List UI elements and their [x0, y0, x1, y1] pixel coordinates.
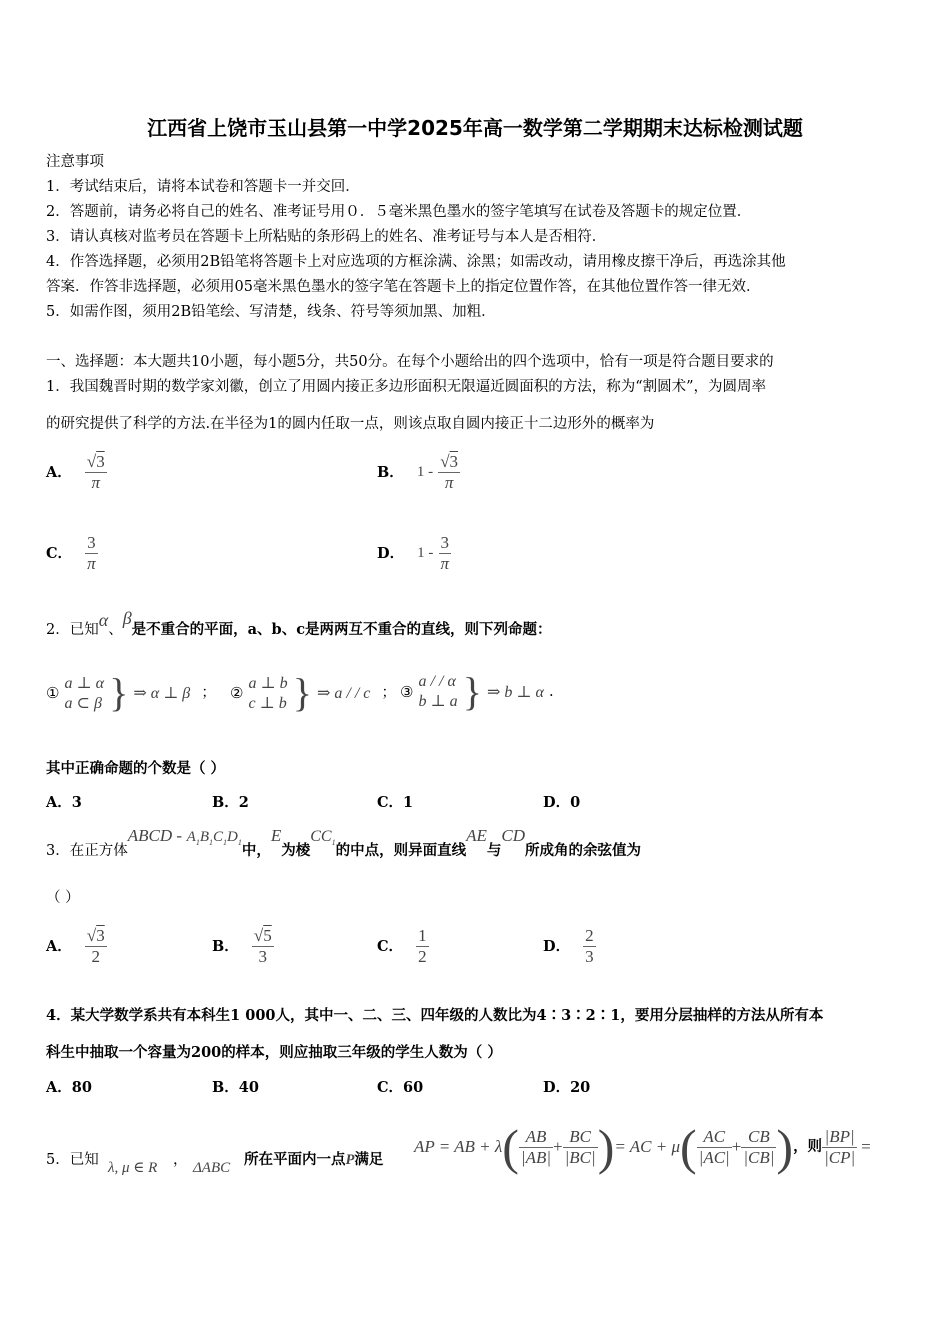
- q2-option-c[interactable]: C．1: [377, 794, 414, 811]
- notes-item: 1．考试结束后，请将本试卷和答题卡一并交回．: [46, 179, 360, 195]
- notes-item: 3．请认真核对监考员在答题卡上所粘贴的条形码上的姓名、准考证号与本人是否相符．: [46, 229, 607, 245]
- page-title: 江西省上饶市玉山县第一中学2025年高一数学第二学期期末达标检测试题: [147, 116, 803, 140]
- q2-proposition-3: ③ a / / α b ⊥ a } ⇒ b ⊥ α .: [400, 669, 554, 714]
- q2-option-a[interactable]: A．3: [46, 794, 82, 811]
- q1-text-line1: 1．我国魏晋时期的数学家刘徽，创立了用圆内接正多边形面积无限逼近圆面积的方法，称为“割圆术”，为圆周率: [46, 379, 767, 395]
- q3-option-b[interactable]: B． $\frac{√5}{3}$: [212, 926, 272, 966]
- option-label: C．: [46, 545, 73, 562]
- q2-option-d[interactable]: D．0: [543, 794, 581, 811]
- option-label: B．: [212, 938, 239, 955]
- option-label: A．: [46, 464, 72, 481]
- option-label: D．: [543, 938, 571, 955]
- q4-text-line2: 科生中抽取一个容量为200的样本，则应抽取三年级的学生人数为（ ）: [46, 1044, 502, 1061]
- q5-number: 5．已知: [46, 1152, 99, 1168]
- q4-option-b[interactable]: B．40: [212, 1079, 259, 1096]
- q2-text: 2．已知α、β是不重合的平面，a、b、c是两两互不重合的直线，则下列命题：: [46, 608, 552, 638]
- q1-option-d[interactable]: D． 1 - $\frac{3}{\pi}$: [377, 533, 450, 573]
- q4-text-line1: 4．某大学数学系共有本科生1 000人，其中一、二、三、四年级的人数比为4∶3∶2∶1，要用分层抽样的方法从所有本: [46, 1007, 824, 1024]
- q1-option-a[interactable]: A． $\frac{√3}{\pi}$: [46, 452, 105, 492]
- q2-question: 其中正确命题的个数是（ ）: [46, 760, 226, 777]
- notes-heading: 注意事项: [46, 154, 104, 170]
- q2-proposition-2: ② a ⊥ b c ⊥ b } ⇒ a / / c ；: [230, 670, 396, 715]
- q3-option-a[interactable]: A． $\frac{√3}{2}$: [46, 926, 105, 966]
- q1-option-c[interactable]: C． $\frac{3}{\pi}$: [46, 533, 96, 573]
- q4-option-d[interactable]: D．20: [543, 1079, 591, 1096]
- option-label: A．: [46, 938, 72, 955]
- q3-option-d[interactable]: D． $\frac{2}{3}$: [543, 926, 594, 966]
- notes-item: 答案．作答非选择题，必须用05毫米黑色墨水的签字笔在答题卡上的指定位置作答，在其他位置作答一律无效．: [46, 279, 761, 295]
- q2-proposition-1: ① a ⊥ α a ⊂ β } ⇒ α ⊥ β ；: [46, 670, 216, 715]
- notes-item: 2．答题前，请务必将自己的姓名、准考证号用０．５毫米黑色墨水的签字笔填写在试卷及答题卡的规定位置．: [46, 204, 752, 220]
- q5-formula: AP = AB + λ ( $\frac{AB}{|AB|}$ + $\frac{BC}{|BC|}$ ) = AC + μ ( $\frac{AC}{|AC|}$ + $\frac{CB}{|CB|}$ ) ，则 $\frac{|BP|}{|CP|}$ =: [414, 1119, 871, 1175]
- q4-option-a[interactable]: A．80: [46, 1079, 92, 1096]
- option-label: B．: [377, 464, 404, 481]
- section-heading: 一、选择题：本大题共10小题，每小题5分，共50分。在每个小题给出的四个选项中，恰有一项是符合题目要求的: [46, 354, 774, 370]
- q1-text-line2: 的研究提供了科学的方法.在半径为1的圆内任取一点，则该点取自圆内接正十二边形外的概率为: [46, 416, 655, 432]
- q3-answer-paren: （ ）: [46, 890, 80, 906]
- option-label: C．: [377, 938, 404, 955]
- q5-lambda-mu: λ, μ ∈ R: [108, 1160, 158, 1176]
- q5-comma: ，: [173, 1152, 188, 1168]
- notes-item: 5．如需作图，须用2B铅笔绘、写清楚，线条、符号等须加黑、加粗．: [46, 304, 496, 320]
- q5-triangle: ΔABC: [193, 1160, 231, 1176]
- q5-text: 所在平面内一点P满足: [244, 1151, 384, 1168]
- q2-option-b[interactable]: B．2: [212, 794, 249, 811]
- q3-option-c[interactable]: C． $\frac{1}{2}$: [377, 926, 427, 966]
- option-label: D．: [377, 545, 405, 562]
- q4-option-c[interactable]: C．60: [377, 1079, 424, 1096]
- q3-text: 3．在正方体ABCD - $A_1B_1C_1D_1$中，E为棱$CC_1$的中点，则异面直线AE与CD所成角的余弦值为: [46, 826, 641, 859]
- notes-item: 4．作答选择题，必须用2B铅笔将答题卡上对应选项的方框涂满、涂黑；如需改动，请用橡皮擦干净后，再选涂其他: [46, 254, 786, 270]
- q1-option-b[interactable]: B． 1 - $\frac{√3}{\pi}$: [377, 452, 459, 492]
